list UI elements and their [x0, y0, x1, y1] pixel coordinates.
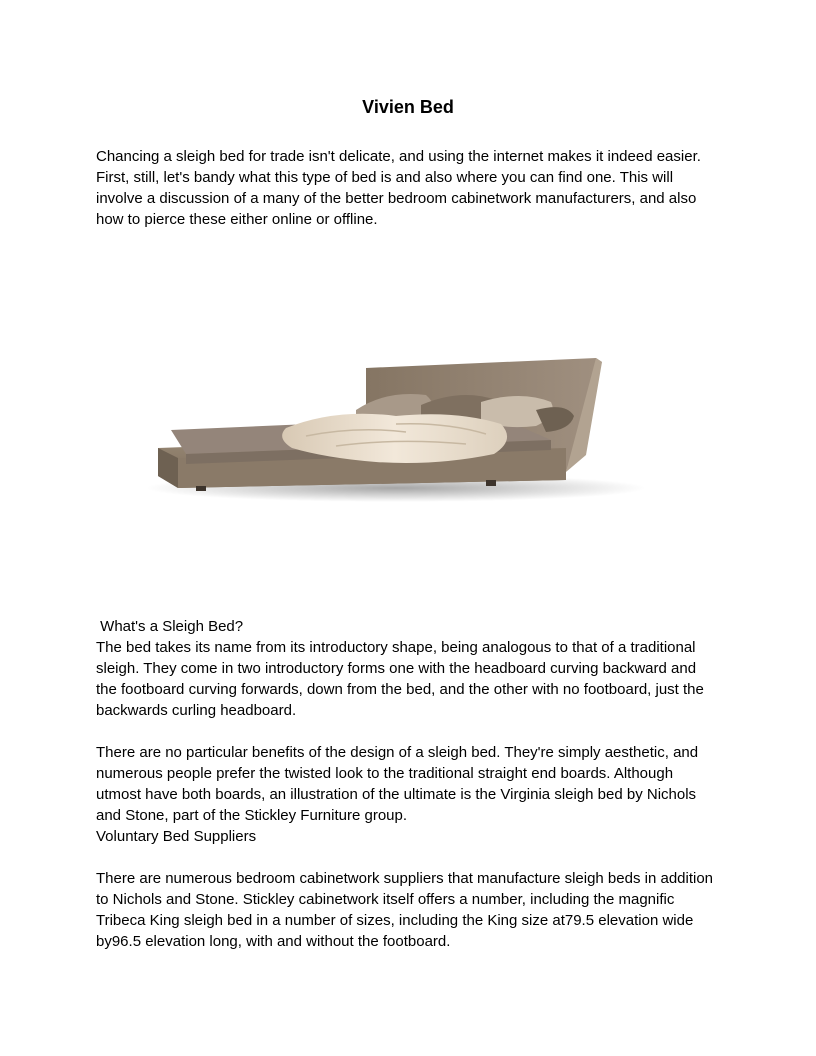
paragraph: The bed takes its name from its introductory shape, being analogous to that of a traditional sleigh. They come in two introductory forms one with the headboard curving backward and the footboard curving forwards, down from the bed, and the other with no footboard, just the backwards curling headboard.	[96, 639, 709, 719]
bed-leg	[196, 486, 206, 491]
intro-paragraph: Chancing a sleigh bed for trade isn't delicate, and using the internet makes it indeed easier. First, still, let's bandy what this type of bed is and also where you can find one. This will involve a discussion of a many of the better bedroom cabinetwork manufacturers, and also how to pierce these either online or offline.	[96, 148, 701, 228]
bed-leg	[486, 480, 496, 486]
paragraph: There are numerous bedroom cabinetwork suppliers that manufacture sleigh beds in addition to Nichols and Stone. Stickley cabinetwork itself offers a number, including the magnific Tribeca King sleigh bed in a number of sizes, including the King size at79.5 elevation wide by96.5 elevation long, with and without the footboard.	[96, 870, 718, 950]
section-suppliers	[96, 868, 720, 952]
bed-illustration	[96, 240, 720, 610]
bed-image	[96, 240, 720, 610]
document-title: Vivien Bed	[362, 97, 454, 117]
section-sleigh-bed	[96, 616, 720, 721]
section-benefits	[96, 742, 720, 847]
section-heading: Voluntary Bed Suppliers	[96, 828, 257, 845]
section-heading: What's a Sleigh Bed?	[96, 618, 244, 635]
paragraph: There are no particular benefits of the design of a sleigh bed. They're simply aesthetic, and numerous people prefer the twisted look to the traditional straight end boards. Although utmost have both boards, an illustration of the ultimate is the Virginia sleigh bed by Nichols and Stone, part of the Stickley Furniture group.	[96, 744, 703, 824]
